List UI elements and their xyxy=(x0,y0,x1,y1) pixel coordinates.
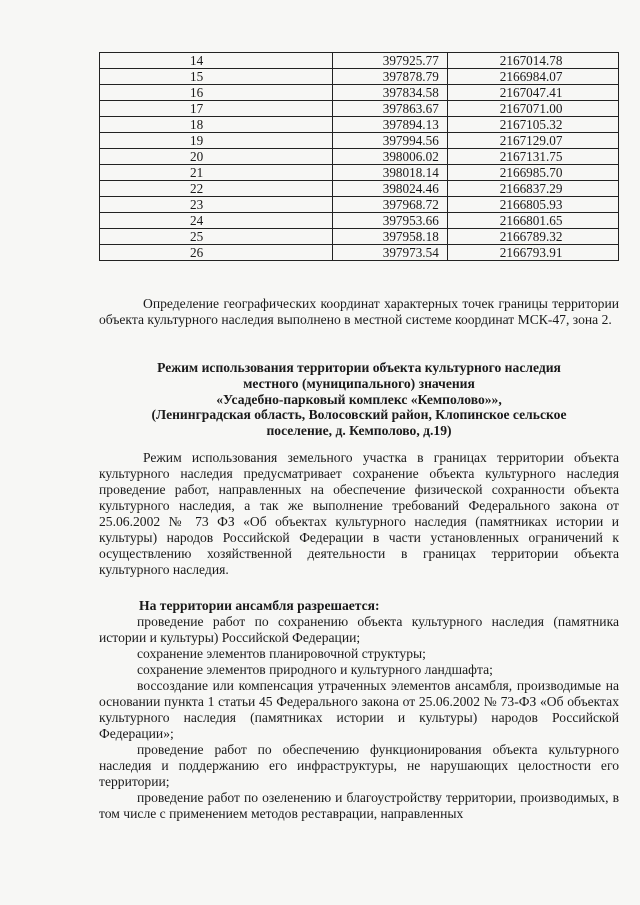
point-number: 23 xyxy=(100,197,333,213)
point-number: 19 xyxy=(100,133,333,149)
table-row xyxy=(100,165,619,181)
x-coordinate: 397973.54 xyxy=(332,245,447,261)
table-row xyxy=(100,245,619,261)
table-row xyxy=(100,117,619,133)
table-row xyxy=(100,181,619,197)
table-row xyxy=(100,229,619,245)
heading-line-1: Режим использования территории объекта культурного наследия xyxy=(157,360,561,375)
list-item: воссоздание или компенсация утраченных элементов ансамбля, производимые на основании пункта 1 статьи 45 Федерального закона от 25.06.2002 № 73-ФЗ «Об объектах культурного наследия (памятниках истории и культуры) народов Российской Федерации»; xyxy=(99,678,619,741)
x-coordinate: 397878.79 xyxy=(332,69,447,85)
regime-paragraph xyxy=(99,450,619,578)
point-number: 18 xyxy=(100,117,333,133)
point-number: 15 xyxy=(100,69,333,85)
permitted-list xyxy=(99,598,619,822)
x-coordinate: 397958.18 xyxy=(332,229,447,245)
heading-line-2: местного (муниципального) значения xyxy=(243,375,475,391)
point-number: 25 xyxy=(100,229,333,245)
point-number: 22 xyxy=(100,181,333,197)
list-item: сохранение элементов природного и культурного ландшафта; xyxy=(137,662,493,677)
table-row xyxy=(100,101,619,117)
table-row xyxy=(100,69,619,85)
x-coordinate: 397953.66 xyxy=(332,213,447,229)
x-coordinate: 397968.72 xyxy=(332,197,447,213)
table-row xyxy=(100,197,619,213)
list-item: проведение работ по озеленению и благоустройству территории, производимых, в том числе с применением методов реставрации, направленных xyxy=(99,790,619,821)
x-coordinate: 397994.56 xyxy=(332,133,447,149)
point-number: 24 xyxy=(100,213,333,229)
y-coordinate: 2166793.91 xyxy=(447,245,618,261)
x-coordinate: 398024.46 xyxy=(332,181,447,197)
heading-line-5: поселение, д. Кемполово, д.19) xyxy=(266,423,452,439)
y-coordinate: 2166789.32 xyxy=(447,229,618,245)
y-coordinate: 2166985.70 xyxy=(447,165,618,181)
regime-paragraph-text: Режим использования земельного участка в границах территории объекта культурного наследия предусматривает сохранение объекта культурного наследия проведение работ, направленных на обеспечение физической сохранности объекта культурного наследия, а так же выполнение требований Федерального закона от 25.06.2002 № 73 ФЗ «Об объектах культурного наследия (памятниках истории и культуры) народов Российской Федерации в части установленных ограничений к осуществлению хозяйственной деятельности в границах территории объекта культурного наследия. xyxy=(99,450,619,577)
list-item: сохранение элементов планировочной структуры; xyxy=(137,646,426,661)
point-number: 20 xyxy=(100,149,333,165)
heading-line-4: (Ленинградская область, Волосовский район, Клопинское сельское xyxy=(151,407,567,423)
x-coordinate: 398018.14 xyxy=(332,165,447,181)
permitted-title: На территории ансамбля разрешается: xyxy=(139,598,380,613)
table-row xyxy=(100,213,619,229)
list-item: проведение работ по сохранению объекта культурного наследия (памятника истории и культуры) Российской Федерации; xyxy=(99,614,619,645)
y-coordinate: 2166805.93 xyxy=(447,197,618,213)
table-row xyxy=(100,85,619,101)
y-coordinate: 2167047.41 xyxy=(447,85,618,101)
point-number: 21 xyxy=(100,165,333,181)
y-coordinate: 2166801.65 xyxy=(447,213,618,229)
x-coordinate: 397834.58 xyxy=(332,85,447,101)
list-item: проведение работ по обеспечению функционирования объекта культурного наследия и поддержанию его инфраструктуры, не нарушающих целостности его территории; xyxy=(99,742,619,789)
coordinates-note xyxy=(99,296,619,328)
section-heading xyxy=(99,360,619,439)
coordinates-table xyxy=(99,52,619,261)
table-row xyxy=(100,133,619,149)
y-coordinate: 2166984.07 xyxy=(447,69,618,85)
y-coordinate: 2166837.29 xyxy=(447,181,618,197)
coordinates-note-text: Определение географических координат характерных точек границы территории объекта культурного наследия выполнено в местной системе координат МСК-47, зона 2. xyxy=(99,296,619,327)
table-row xyxy=(100,149,619,165)
point-number: 26 xyxy=(100,245,333,261)
x-coordinate: 398006.02 xyxy=(332,149,447,165)
y-coordinate: 2167129.07 xyxy=(447,133,618,149)
y-coordinate: 2167105.32 xyxy=(447,117,618,133)
x-coordinate: 397925.77 xyxy=(332,53,447,69)
x-coordinate: 397863.67 xyxy=(332,101,447,117)
x-coordinate: 397894.13 xyxy=(332,117,447,133)
y-coordinate: 2167131.75 xyxy=(447,149,618,165)
y-coordinate: 2167014.78 xyxy=(447,53,618,69)
point-number: 16 xyxy=(100,85,333,101)
table-row xyxy=(100,53,619,69)
point-number: 17 xyxy=(100,101,333,117)
y-coordinate: 2167071.00 xyxy=(447,101,618,117)
heading-line-3: «Усадебно-парковый комплекс «Кемполово»», xyxy=(216,391,502,407)
point-number: 14 xyxy=(100,53,333,69)
